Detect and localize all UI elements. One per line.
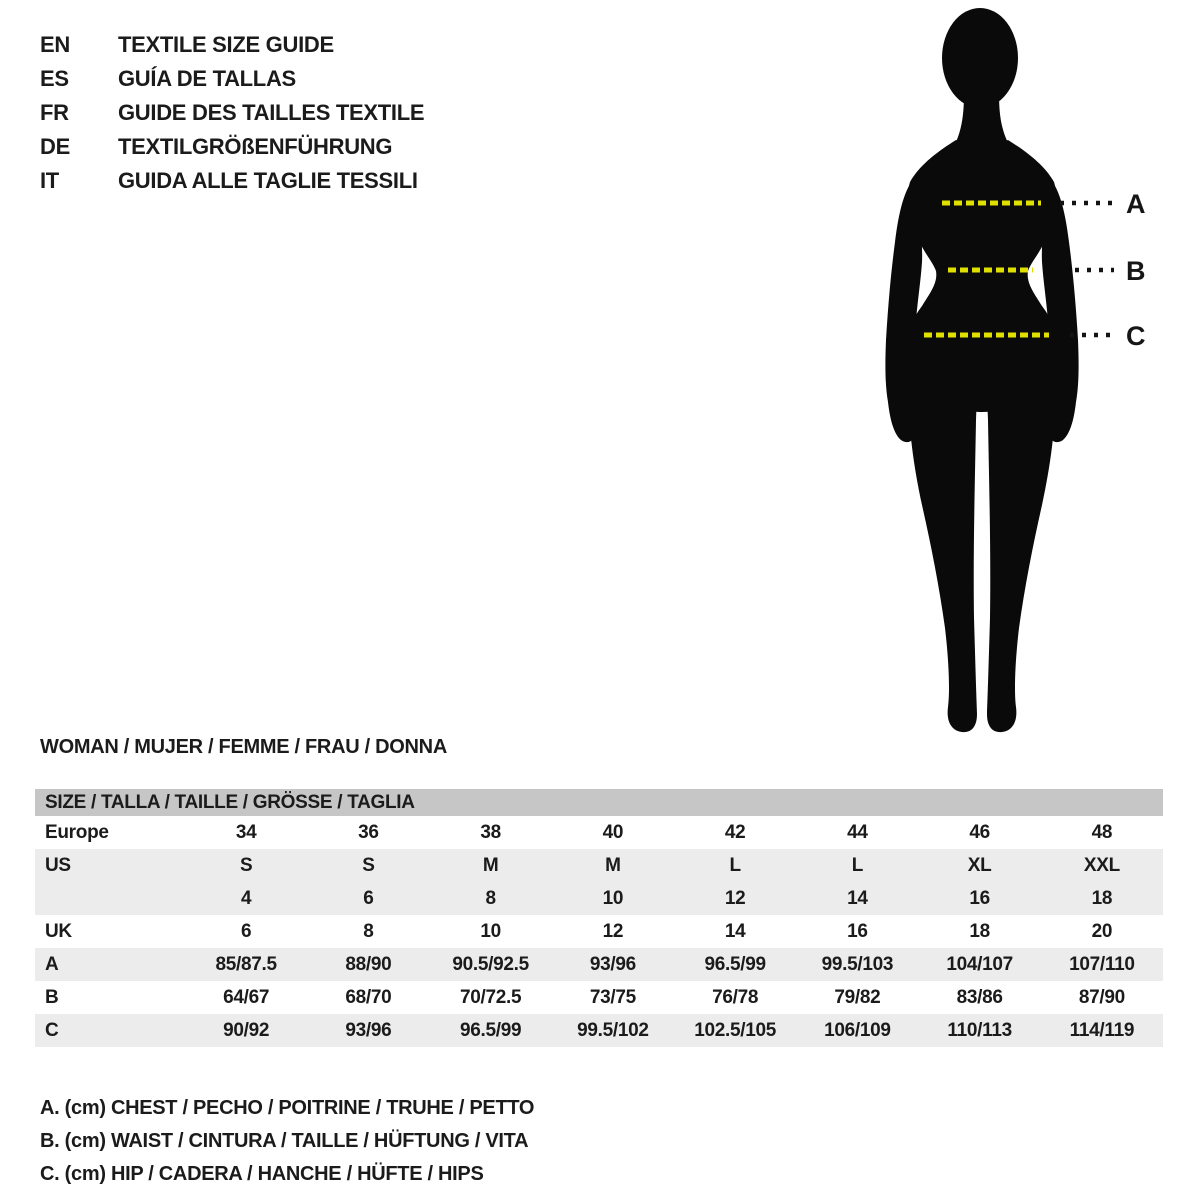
- legend-line: B. (cm) WAIST / CINTURA / TAILLE / HÜFTUNG / VITA: [40, 1130, 529, 1152]
- size-cell: 6: [363, 887, 374, 909]
- size-cell: 106/109: [824, 1019, 891, 1041]
- size-cell: 44: [847, 821, 868, 843]
- table-row: [35, 1014, 1163, 1047]
- language-code: ES: [40, 66, 69, 91]
- row-label: B: [45, 986, 59, 1008]
- size-cell: XL: [967, 854, 992, 876]
- language-title: GUIDE DES TAILLES TEXTILE: [118, 100, 425, 125]
- marker-label-a: A: [1126, 189, 1146, 219]
- table-header-bar: SIZE / TALLA / TAILLE / GRÖSSE / TAGLIA: [35, 789, 1163, 816]
- size-cell: M: [482, 854, 499, 876]
- size-cell: 20: [1091, 920, 1113, 942]
- size-cell: 96.5/99: [704, 953, 766, 975]
- size-cell: 70/72.5: [459, 986, 522, 1008]
- silhouette-right-leg: [985, 355, 1056, 732]
- silhouette-svg: [860, 0, 1200, 740]
- silhouette-left-leg: [908, 355, 979, 732]
- size-cell: 12: [602, 920, 624, 942]
- language-row: [40, 28, 424, 62]
- size-cell: 46: [969, 821, 990, 843]
- size-cell: 36: [358, 821, 379, 843]
- size-cell: 16: [969, 887, 990, 909]
- size-cell: 87/90: [1078, 986, 1125, 1008]
- table-row: [35, 915, 1163, 948]
- language-row: [40, 164, 424, 198]
- size-cell: 83/86: [956, 986, 1003, 1008]
- language-code: EN: [40, 32, 70, 57]
- size-cell: 10: [480, 920, 501, 942]
- language-code: IT: [40, 168, 59, 193]
- size-cell: 114/119: [1069, 1019, 1135, 1041]
- size-cell: XXL: [1083, 854, 1120, 876]
- size-cell: 93/96: [345, 1019, 392, 1041]
- size-cell: 6: [240, 920, 252, 942]
- size-table-body: [35, 816, 1163, 1047]
- language-list: [40, 28, 424, 198]
- language-row: [40, 62, 424, 96]
- legend: [40, 1092, 534, 1191]
- language-title: GUÍA DE TALLAS: [118, 66, 296, 91]
- language-title: GUIDA ALLE TAGLIE TESSILI: [118, 168, 418, 193]
- size-cell: 10: [602, 887, 624, 909]
- size-cell: 34: [235, 821, 257, 843]
- size-cell: 8: [363, 920, 374, 942]
- row-label: US: [45, 854, 71, 876]
- size-cell: 85/87.5: [215, 953, 277, 975]
- size-cell: 40: [602, 821, 624, 843]
- size-cell: 38: [480, 821, 501, 843]
- legend-line: A. (cm) CHEST / PECHO / POITRINE / TRUHE / PETTO: [40, 1097, 535, 1119]
- size-cell: 14: [847, 887, 868, 909]
- size-cell: 88/90: [345, 953, 392, 975]
- size-cell: 14: [724, 920, 746, 942]
- size-cell: M: [605, 854, 621, 876]
- size-cell: 93/96: [589, 953, 636, 975]
- size-cell: 18: [969, 920, 990, 942]
- size-cell: 76/78: [712, 986, 759, 1008]
- language-code: FR: [40, 100, 69, 125]
- table-row: [35, 849, 1163, 882]
- row-label: C: [45, 1019, 59, 1041]
- size-cell: 48: [1091, 821, 1113, 843]
- legend-line: C. (cm) HIP / CADERA / HANCHE / HÜFTE / HIPS: [40, 1163, 484, 1185]
- size-cell: 107/110: [1069, 953, 1135, 975]
- marker-label-c: C: [1126, 321, 1146, 351]
- size-cell: 99.5/102: [577, 1019, 649, 1041]
- size-cell: 99.5/103: [821, 953, 894, 975]
- table-row: [35, 816, 1163, 849]
- row-label: A: [45, 953, 59, 975]
- size-table: [35, 789, 1163, 1047]
- woman-silhouette-figure: [860, 0, 1200, 740]
- size-cell: 68/70: [345, 986, 392, 1008]
- size-cell: L: [729, 854, 741, 876]
- language-row: [40, 96, 424, 130]
- size-cell: 8: [485, 887, 496, 909]
- table-row: [35, 981, 1163, 1014]
- size-cell: 79/82: [834, 986, 881, 1008]
- size-cell: 4: [240, 887, 252, 909]
- size-cell: 18: [1091, 887, 1113, 909]
- language-title: TEXTILE SIZE GUIDE: [118, 32, 334, 57]
- language-code: DE: [40, 134, 70, 159]
- size-cell: 110/113: [947, 1019, 1012, 1041]
- size-cell: 16: [847, 920, 868, 942]
- size-cell: 64/67: [223, 986, 270, 1008]
- size-cell: 73/75: [589, 986, 636, 1008]
- size-cell: 12: [724, 887, 746, 909]
- size-cell: 42: [724, 821, 746, 843]
- size-cell: S: [239, 854, 253, 876]
- size-cell: 96.5/99: [459, 1019, 522, 1041]
- language-row: [40, 130, 424, 164]
- size-cell: 90/92: [223, 1019, 270, 1041]
- row-label: Europe: [45, 821, 109, 843]
- marker-label-b: B: [1126, 256, 1146, 286]
- table-row: [35, 948, 1163, 981]
- size-cell: 102.5/105: [694, 1019, 777, 1041]
- size-cell: S: [362, 854, 375, 876]
- size-cell: L: [851, 854, 864, 876]
- language-title: TEXTILGRÖßENFÜHRUNG: [118, 134, 393, 159]
- table-row: [35, 882, 1163, 915]
- size-cell: 90.5/92.5: [452, 953, 529, 975]
- section-heading: WOMAN / MUJER / FEMME / FRAU / DONNA: [40, 736, 447, 758]
- row-label: UK: [45, 920, 72, 942]
- size-cell: 104/107: [946, 953, 1013, 975]
